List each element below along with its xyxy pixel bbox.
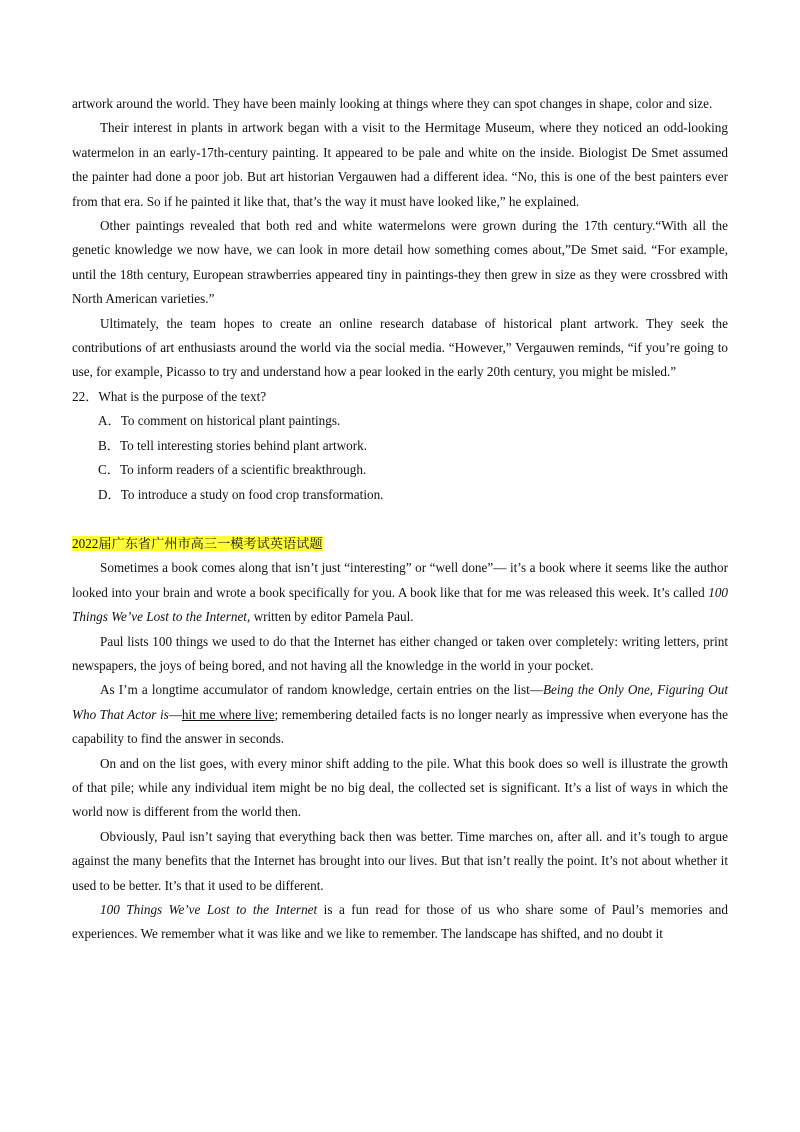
text-run: — [168, 706, 182, 722]
underlined-phrase: hit me where live [181, 706, 275, 722]
option-a: A．To comment on historical plant paintings. [98, 413, 341, 429]
option-b: B．To tell interesting stories behind plant artwork. [98, 437, 368, 453]
text-run: ; remembering detailed facts is no longer nearly as impressive when everyone has the capability to find the answer in seconds. [72, 706, 728, 747]
option-c: C．To inform readers of a scientific breakthrough. [98, 462, 367, 478]
paragraph-database: Ultimately, the team hopes to create an online research database of historical plant artwork. They seek the contributions of art enthusiasts around the world via the social media. “However,” Vergauwen reminds, “if you’re going to use, for example, Picasso to try and understand how a pear looked in the early 20th century, you might be misled.” [72, 315, 728, 380]
paragraph-book-intro [72, 556, 728, 629]
text-run: , written by editor Pamela Paul. [246, 609, 414, 625]
text-run: is a fun read for those of us who share some of Paul’s memories and experiences. We remember what it was like and we like to remember. The landscape has shifted, and no doubt it [72, 902, 728, 942]
book-title: 100 Things We’ve Lost to the Internet [72, 584, 728, 625]
text-run: As I’m a longtime accumulator of random knowledge, certain entries on the list— [100, 682, 543, 698]
paragraph-fun-read [72, 898, 728, 947]
paragraph-paul-lists: Paul lists 100 things we used to do that the Internet has either changed or taken over completely: writing letters, print newspapers, the joys of being bored, and not having all the knowledge in the world in your pocket. [72, 633, 728, 673]
list-entries: Being the Only One, Figuring Out Who That Actor is [72, 682, 728, 722]
paragraph-continuation: artwork around the world. They have been mainly looking at things where they can spot changes in shape, color and size. [72, 96, 713, 111]
section-title [72, 532, 728, 556]
paragraph-pile: On and on the list goes, with every minor shift adding to the pile. What this book does so well is illustrate the growth of that pile; while any individual item might be no big deal, the collected set is significant. It’s a list of ways in which the world now is different from the world then. [72, 755, 728, 820]
text-run: Sometimes a book comes along that isn’t just “interesting” or “well done”— it’s a book where it seems like the author looked into your brain and wrote a book specifically for you. A book like that for me was released this week. It’s called [72, 560, 728, 600]
option-d: D．To introduce a study on food crop transformation. [98, 486, 384, 502]
paragraph-obviously: Obviously, Paul isn’t saying that everything back then was better. Time marches on, after all. and it’s tough to argue against the many benefits that the Internet has brought into our lives. But that isn’t really the point. It’s not about whether it used to be better. It’s that it used to be different. [72, 828, 728, 893]
document-page [72, 92, 728, 947]
section-gap [72, 507, 728, 532]
paragraph-accumulator [72, 678, 728, 751]
section-title-highlight: 2022届广东省广州市高三一模考试英语试题 [72, 535, 323, 551]
paragraph-hermitage-visit: Their interest in plants in artwork began with a visit to the Hermitage Museum, where they noticed an odd-looking watermelon in an early-17th-century painting. It appeared to be pale and white on the inside. Biologist De Smet assumed the painter had done a poor job. But art historian Vergauwen had a different idea. “No, this is one of the best painters ever from that era. So if he painted it like that, that’s the way it must have looked like,” he explained. [72, 120, 728, 209]
question-stem: 22．What is the purpose of the text? [72, 388, 267, 404]
paragraph-watermelons: Other paintings revealed that both red and white watermelons were grown during the 17th century.“With all the genetic knowledge we now have, we can look in more detail how something comes about,”De Smet said. “For example, until the 18th century, European strawberries appeared tiny in paintings-they then grew in size as they were crossbred with North American varieties.” [72, 218, 728, 307]
book-title: 100 Things We’ve Lost to the Internet [100, 902, 318, 917]
